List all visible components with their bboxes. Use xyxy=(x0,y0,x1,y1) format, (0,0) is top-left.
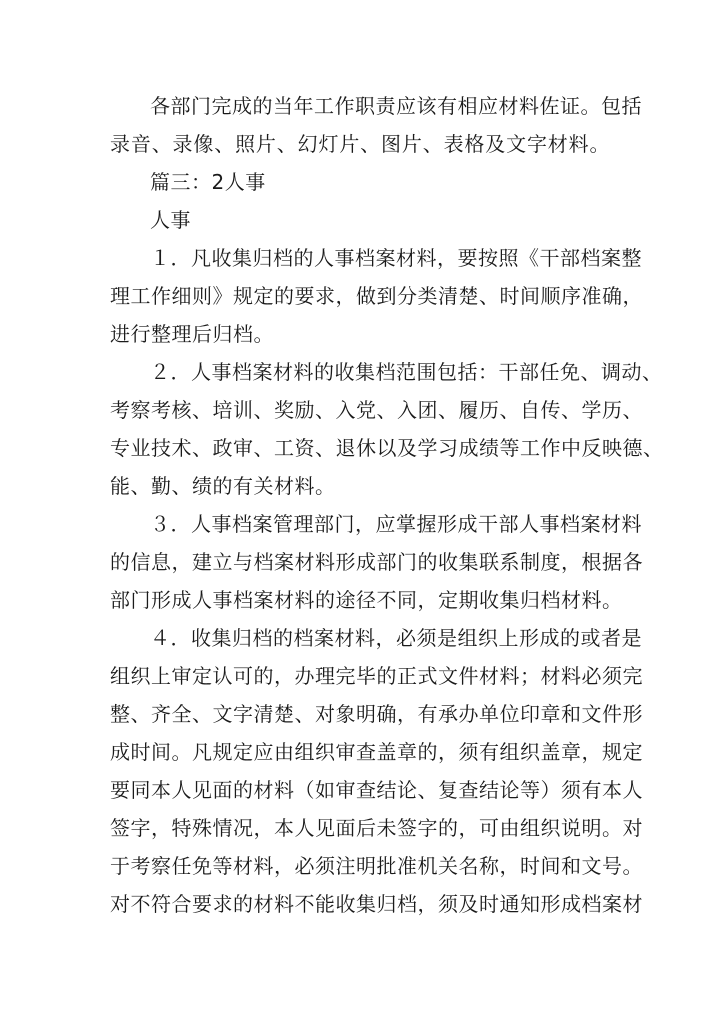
text-line: ２．人事档案材料的收集档范围包括：干部任免、调动、 xyxy=(150,360,663,384)
text-line: 的信息，建立与档案材料形成部门的收集联系制度，根据各 xyxy=(110,550,643,574)
text-line: 签字，特殊情况，本人见面后未签字的，可由组织说明。对 xyxy=(110,816,643,840)
text-line: 进行整理后归档。 xyxy=(110,322,274,346)
text-line: 各部门完成的当年工作职责应该有相应材料佐证。包括 xyxy=(150,94,642,118)
text-line: 部门形成人事档案材料的途径不同，定期收集归档材料。 xyxy=(110,588,623,612)
text-line: 录音、录像、照片、幻灯片、图片、表格及文字材料。 xyxy=(110,132,610,156)
text-line: 组织上审定认可的，办理完毕的正式文件材料；材料必须完 xyxy=(110,664,643,688)
text-line: 对不符合要求的材料不能收集归档，须及时通知形成档案材 xyxy=(110,892,643,916)
section-heading: 篇三：2人事 xyxy=(150,170,266,194)
text-line: ３．人事档案管理部门，应掌握形成干部人事档案材料 xyxy=(150,512,642,536)
section-subheading: 人事 xyxy=(150,208,191,232)
text-line: 整、齐全、文字清楚、对象明确，有承办单位印章和文件形 xyxy=(110,702,643,726)
text-line: 理工作细则》规定的要求，做到分类清楚、时间顺序准确， xyxy=(110,284,643,308)
text-line: 能、勤、绩的有关材料。 xyxy=(110,474,336,498)
text-line: ４．收集归档的档案材料，必须是组织上形成的或者是 xyxy=(150,626,642,650)
text-line: 考察考核、培训、奖励、入党、入团、履历、自传、学历、 xyxy=(110,398,643,422)
text-line: 于考察任免等材料，必须注明批准机关名称，时间和文号。 xyxy=(110,854,643,878)
text-line: 专业技术、政审、工资、退休以及学习成绩等工作中反映德、 xyxy=(110,436,664,460)
text-line: 要同本人见面的材料（如审查结论、复查结论等）须有本人 xyxy=(110,778,643,802)
text-line: １．凡收集归档的人事档案材料，要按照《干部档案整 xyxy=(150,246,642,270)
text-line: 成时间。凡规定应由组织审查盖章的，须有组织盖章，规定 xyxy=(110,740,643,764)
